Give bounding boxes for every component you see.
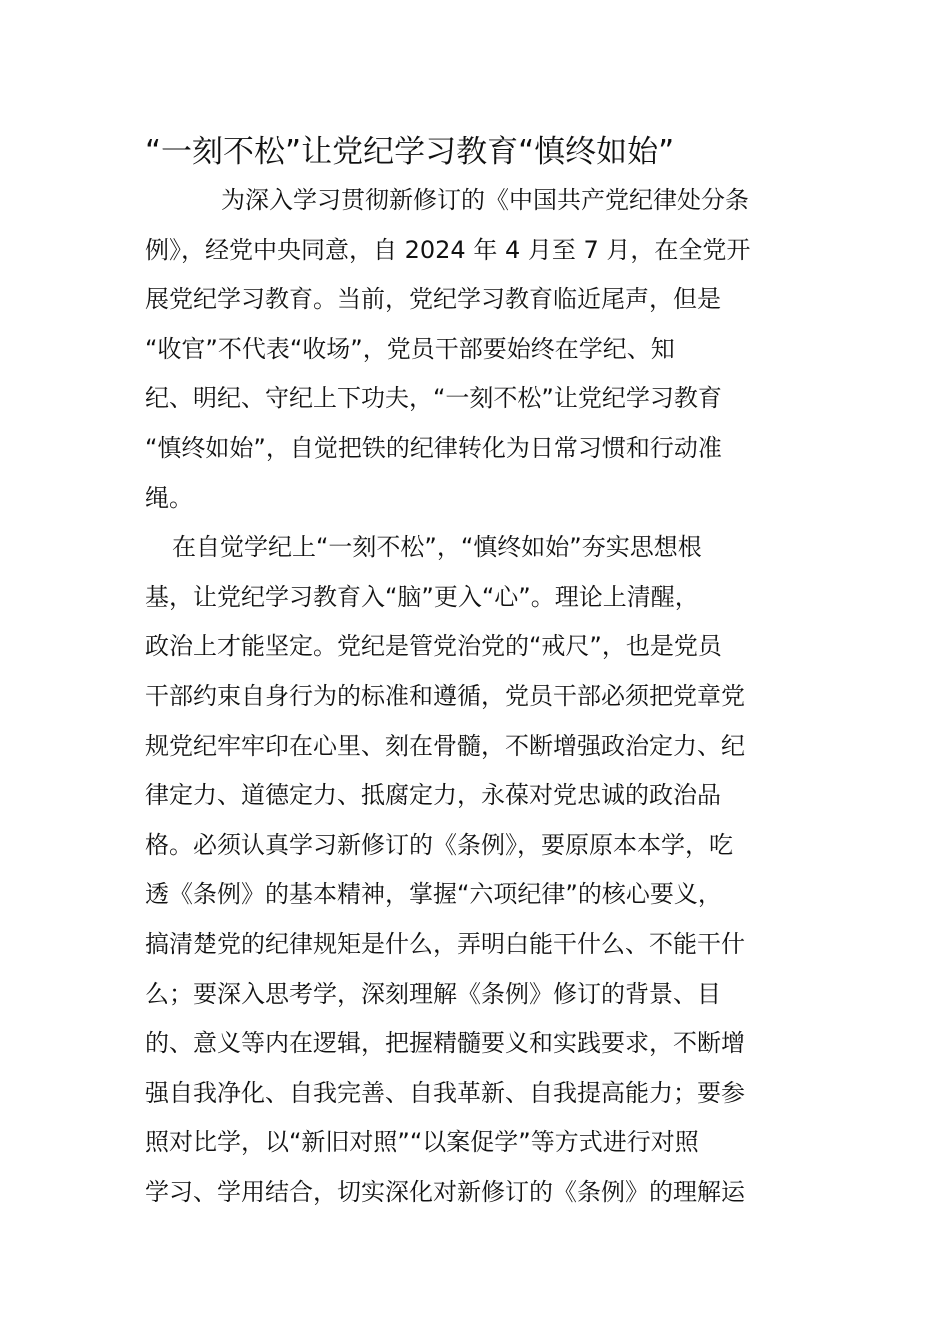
document-body	[145, 176, 813, 1217]
paragraph-2-line-8: 透《条例》的基本精神，掌握“六项纪律”的核心要义，	[145, 880, 722, 909]
paragraph-2-line-6: 律定力、道德定力、抵腐定力，永葆对党忠诚的政治品	[145, 781, 721, 810]
paragraph-2-line-2: 基，让党纪学习教育入“脑”更入“心”。理论上清醒，	[145, 582, 699, 611]
paragraph-2-line-1: 在自觉学纪上“一刻不松”，“慎终如始”夯实思想根	[172, 533, 702, 562]
paragraph-2-line-10: 么；要深入思考学，深刻理解《条例》修订的背景、目	[145, 979, 721, 1008]
paragraph-1-line-7: 绳。	[145, 483, 193, 512]
paragraph-2-line-11: 的、意义等内在逻辑，把握精髓要义和实践要求，不断增	[145, 1029, 745, 1058]
paragraph-2-line-5: 规党纪牢牢印在心里、刻在骨髓，不断增强政治定力、纪	[145, 731, 745, 760]
paragraph-1-line-4: “收官”不代表“收场”，党员干部要始终在学纪、知	[145, 334, 675, 363]
paragraph-1-line-2: 例》，经党中央同意，自 2024 年 4 月至 7 月，在全党开	[145, 235, 751, 264]
paragraph-1-line-5: 纪、明纪、守纪上下功夫，“一刻不松”让党纪学习教育	[145, 384, 722, 413]
paragraph-2-line-3: 政治上才能坚定。党纪是管党治党的“戒尺”，也是党员	[145, 632, 722, 661]
paragraph-1-line-1: 为深入学习贯彻新修订的《中国共产党纪律处分条	[221, 186, 749, 214]
paragraph-2-line-13: 照对比学，以“新旧对照”“以案促学”等方式进行对照	[145, 1128, 699, 1157]
paragraph-1-line-3: 展党纪学习教育。当前，党纪学习教育临近尾声，但是	[145, 285, 721, 314]
paragraph-2-line-12: 强自我净化、自我完善、自我革新、自我提高能力；要参	[145, 1078, 745, 1107]
paragraph-2-line-9: 搞清楚党的纪律规矩是什么，弄明白能干什么、不能干什	[145, 929, 745, 958]
paragraph-1-line-6: “慎终如始”，自觉把铁的纪律转化为日常习惯和行动准	[145, 433, 722, 462]
paragraph-2-line-14: 学习、学用结合，切实深化对新修订的《条例》的理解运	[145, 1177, 745, 1206]
document-title: “一刻不松”让党纪学习教育“慎终如始”	[145, 134, 675, 170]
paragraph-2-line-7: 格。必须认真学习新修订的《条例》，要原原本本学，吃	[145, 830, 733, 859]
paragraph-2-line-4: 干部约束自身行为的标准和遵循，党员干部必须把党章党	[145, 681, 745, 710]
